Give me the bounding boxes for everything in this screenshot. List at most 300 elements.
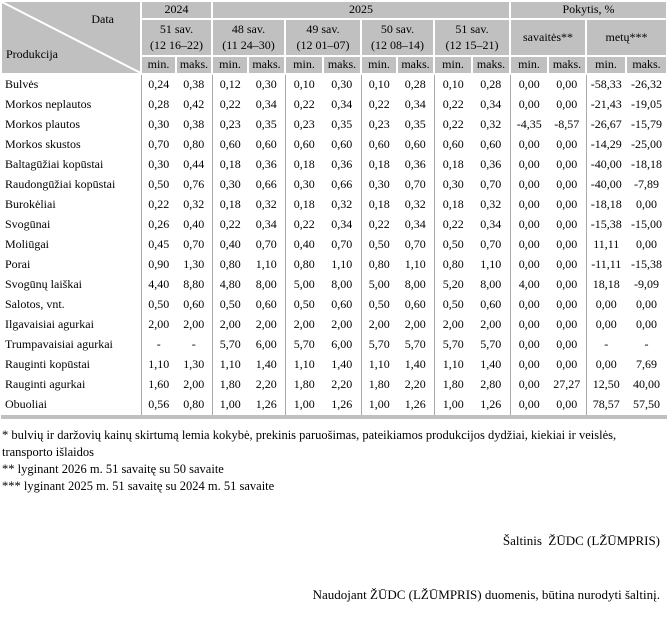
price-cell: 0,34 xyxy=(472,215,510,235)
min-header: min. xyxy=(361,56,397,74)
price-cell: 0,38 xyxy=(176,115,212,135)
price-cell: 1,10 xyxy=(248,255,285,275)
price-cell: 0,34 xyxy=(472,95,510,115)
price-cell: 2,00 xyxy=(285,315,323,335)
price-cell: 0,36 xyxy=(248,155,285,175)
corner-label-produkcija: Produkcija xyxy=(6,47,58,61)
price-cell: 0,50 xyxy=(141,295,176,315)
price-cell: 1,26 xyxy=(472,395,510,417)
price-cell: 0,40 xyxy=(176,215,212,235)
price-cell: 1,80 xyxy=(212,375,248,395)
footnotes xyxy=(2,427,642,495)
price-cell: -11,11 xyxy=(586,255,626,275)
price-cell: 0,35 xyxy=(397,115,434,135)
price-cell: 0,70 xyxy=(323,235,361,255)
price-cell: -40,00 xyxy=(586,175,626,195)
price-cell: 0,00 xyxy=(626,315,667,335)
price-cell: 1,80 xyxy=(434,375,472,395)
footnote-3: *** lyginant 2025 m. 51 savaitę su 2024 m. 51 savaite xyxy=(2,478,275,493)
price-cell: 5,70 xyxy=(285,335,323,355)
price-cell: 0,00 xyxy=(548,155,586,175)
price-cell: 0,80 xyxy=(361,255,397,275)
price-cell: 0,30 xyxy=(141,115,176,135)
price-cell: 0,00 xyxy=(510,195,548,215)
price-cell: 1,00 xyxy=(285,395,323,417)
price-cell: 0,23 xyxy=(285,115,323,135)
price-cell: 0,70 xyxy=(397,175,434,195)
price-cell: -7,89 xyxy=(626,175,667,195)
price-cell: -4,35 xyxy=(510,115,548,135)
price-cell: 1,30 xyxy=(176,355,212,375)
price-cell: 1,10 xyxy=(141,355,176,375)
price-cell: 1,26 xyxy=(323,395,361,417)
product-name: Rauginti kopūstai xyxy=(1,355,141,375)
product-name: Salotos, vnt. xyxy=(1,295,141,315)
price-cell: 0,70 xyxy=(248,235,285,255)
price-cell: 0,50 xyxy=(361,235,397,255)
price-cell: 0,50 xyxy=(285,295,323,315)
price-cell: 0,34 xyxy=(323,215,361,235)
price-cell: 0,28 xyxy=(141,95,176,115)
price-cell: 0,00 xyxy=(548,315,586,335)
price-cell: 0,00 xyxy=(510,155,548,175)
price-cell: 0,38 xyxy=(176,74,212,95)
price-cell: 0,18 xyxy=(285,195,323,215)
price-cell: 1,00 xyxy=(361,395,397,417)
table-row xyxy=(1,395,667,417)
price-cell: 8,00 xyxy=(397,275,434,295)
price-cell: 0,00 xyxy=(510,375,548,395)
change-header: Pokytis, % xyxy=(510,1,667,19)
price-cell: 7,69 xyxy=(626,355,667,375)
price-cell: 0,44 xyxy=(176,155,212,175)
table-row xyxy=(1,74,667,95)
price-cell: 1,40 xyxy=(397,355,434,375)
price-cell: 2,00 xyxy=(176,315,212,335)
product-name: Bulvės xyxy=(1,74,141,95)
maks-header: maks. xyxy=(626,56,667,74)
price-cell: -40,00 xyxy=(586,155,626,175)
price-cell: -15,00 xyxy=(626,215,667,235)
product-name: Ilgavaisiai agurkai xyxy=(1,315,141,335)
price-cell: 0,60 xyxy=(397,295,434,315)
price-cell: 1,10 xyxy=(323,255,361,275)
price-cell: 0,00 xyxy=(510,215,548,235)
price-cell: 0,22 xyxy=(212,215,248,235)
corner-cell xyxy=(1,1,141,74)
table-row xyxy=(1,95,667,115)
price-cell: 0,28 xyxy=(472,74,510,95)
price-cell: 4,00 xyxy=(510,275,548,295)
price-cell: 0,00 xyxy=(510,295,548,315)
price-cell: 6,00 xyxy=(248,335,285,355)
price-cell: 1,10 xyxy=(397,255,434,275)
price-cell: 2,00 xyxy=(323,315,361,335)
price-cell: 0,00 xyxy=(586,295,626,315)
min-header: min. xyxy=(434,56,472,74)
price-cell: -58,33 xyxy=(586,74,626,95)
price-cell: 1,80 xyxy=(361,375,397,395)
price-cell: -9,09 xyxy=(626,275,667,295)
price-cell: 0,70 xyxy=(472,175,510,195)
price-cell: 0,80 xyxy=(434,255,472,275)
price-cell: 0,00 xyxy=(548,215,586,235)
price-cell: 18,18 xyxy=(586,275,626,295)
price-cell: 0,22 xyxy=(285,95,323,115)
source-usage-note: Naudojant ŽŪDC (LŽŪMPRIS) duomenis, būtina nurodyti šaltinį. xyxy=(312,587,660,602)
price-cell: 0,00 xyxy=(510,175,548,195)
table-row xyxy=(1,275,667,295)
product-name: Morkos neplautos xyxy=(1,95,141,115)
price-cell: 0,22 xyxy=(141,195,176,215)
price-cell: 0,66 xyxy=(323,175,361,195)
source-block xyxy=(313,496,660,640)
price-cell: 0,60 xyxy=(212,135,248,155)
price-cell: 0,22 xyxy=(434,215,472,235)
table-row xyxy=(1,255,667,275)
price-cell: 0,50 xyxy=(212,295,248,315)
week-header-49: 49 sav. (12 01–07) xyxy=(285,19,361,56)
change-year-header: metų*** xyxy=(586,19,667,56)
price-cell: 0,60 xyxy=(472,135,510,155)
table-row xyxy=(1,335,667,355)
price-cell: 0,00 xyxy=(548,295,586,315)
price-cell: 0,50 xyxy=(434,295,472,315)
price-cell: 0,23 xyxy=(212,115,248,135)
price-cell: 0,22 xyxy=(434,95,472,115)
price-cell: 0,34 xyxy=(248,215,285,235)
price-cell: 0,10 xyxy=(361,74,397,95)
price-cell: -21,43 xyxy=(586,95,626,115)
price-cell: -25,00 xyxy=(626,135,667,155)
price-cell: 0,00 xyxy=(510,74,548,95)
price-cell: 0,36 xyxy=(472,155,510,175)
price-cell: 8,00 xyxy=(248,275,285,295)
price-cell: - xyxy=(176,335,212,355)
price-cell: 0,00 xyxy=(510,335,548,355)
price-cell: 0,22 xyxy=(434,115,472,135)
price-cell: 2,20 xyxy=(323,375,361,395)
price-cell: 0,30 xyxy=(212,175,248,195)
price-cell: 0,70 xyxy=(176,235,212,255)
price-cell: 0,30 xyxy=(323,74,361,95)
price-cell: -15,38 xyxy=(626,255,667,275)
price-cell: 0,40 xyxy=(212,235,248,255)
footnote-2: ** lyginant 2026 m. 51 savaitę su 50 savaite xyxy=(2,461,224,476)
price-cell: 5,70 xyxy=(212,335,248,355)
price-cell: -26,32 xyxy=(626,74,667,95)
price-cell: 0,60 xyxy=(285,135,323,155)
price-cell: 5,00 xyxy=(361,275,397,295)
price-cell: 0,90 xyxy=(141,255,176,275)
price-cell: 0,28 xyxy=(397,74,434,95)
price-cell: 1,10 xyxy=(434,355,472,375)
price-cell: 6,00 xyxy=(323,335,361,355)
price-cell: 0,45 xyxy=(141,235,176,255)
price-cell: 5,70 xyxy=(472,335,510,355)
price-cell: 0,00 xyxy=(626,295,667,315)
price-cell: 0,00 xyxy=(510,315,548,335)
price-cell: 0,30 xyxy=(248,74,285,95)
price-cell: 8,00 xyxy=(472,275,510,295)
price-cell: 5,70 xyxy=(434,335,472,355)
price-cell: 0,40 xyxy=(285,235,323,255)
price-cell: 0,18 xyxy=(212,155,248,175)
price-cell: 0,60 xyxy=(361,135,397,155)
price-cell: 0,10 xyxy=(285,74,323,95)
week-header-51-2025: 51 sav. (12 15–21) xyxy=(434,19,510,56)
table-row xyxy=(1,375,667,395)
price-cell: 1,00 xyxy=(212,395,248,417)
price-cell: 0,60 xyxy=(434,135,472,155)
price-cell: 0,00 xyxy=(510,255,548,275)
price-cell: 1,40 xyxy=(248,355,285,375)
price-cell: 0,34 xyxy=(397,215,434,235)
price-cell: 0,00 xyxy=(548,74,586,95)
table-header xyxy=(1,1,667,74)
price-cell: 0,00 xyxy=(510,235,548,255)
price-cell: 4,80 xyxy=(212,275,248,295)
price-cell: 0,00 xyxy=(548,255,586,275)
price-cell: 0,00 xyxy=(586,355,626,375)
price-cell: 0,22 xyxy=(361,95,397,115)
price-cell: 0,00 xyxy=(548,275,586,295)
price-cell: 2,80 xyxy=(472,375,510,395)
price-cell: - xyxy=(141,335,176,355)
price-cell: 0,80 xyxy=(176,395,212,417)
product-name: Baltagūžiai kopūstai xyxy=(1,155,141,175)
price-cell: -14,29 xyxy=(586,135,626,155)
price-cell: 0,32 xyxy=(248,195,285,215)
week-header-50: 50 sav. (12 08–14) xyxy=(361,19,434,56)
price-cell: 1,60 xyxy=(141,375,176,395)
price-cell: 2,00 xyxy=(212,315,248,335)
price-cell: -8,57 xyxy=(548,115,586,135)
price-cell: 0,60 xyxy=(248,295,285,315)
price-cell: 0,32 xyxy=(176,195,212,215)
price-cell: 0,23 xyxy=(361,115,397,135)
price-cell: 5,00 xyxy=(285,275,323,295)
price-cell: 0,60 xyxy=(323,295,361,315)
price-cell: 0,60 xyxy=(248,135,285,155)
table-body xyxy=(1,74,667,417)
footnote-1: * bulvių ir daržovių kainų skirtumą lemia kokybė, prekinis paruošimas, pateikiamos produkcijos dydžiai, kiekiai ir veislės, transporto išlaidos xyxy=(2,427,617,459)
price-cell: 78,57 xyxy=(586,395,626,417)
price-cell: 0,30 xyxy=(434,175,472,195)
price-cell: 0,60 xyxy=(397,135,434,155)
price-cell: 8,00 xyxy=(323,275,361,295)
table-row xyxy=(1,315,667,335)
product-name: Moliūgai xyxy=(1,235,141,255)
table-row xyxy=(1,215,667,235)
price-cell: 5,70 xyxy=(361,335,397,355)
maks-header: maks. xyxy=(248,56,285,74)
price-cell: 0,00 xyxy=(510,135,548,155)
price-cell: 0,32 xyxy=(472,115,510,135)
price-cell: 5,70 xyxy=(397,335,434,355)
price-cell: 0,00 xyxy=(626,235,667,255)
product-name: Burokėliai xyxy=(1,195,141,215)
price-cell: 0,18 xyxy=(285,155,323,175)
price-cell: 1,10 xyxy=(285,355,323,375)
price-cell: 2,00 xyxy=(434,315,472,335)
corner-label-data: Data xyxy=(91,12,114,26)
price-cell: 1,26 xyxy=(248,395,285,417)
price-cell: 0,00 xyxy=(510,395,548,417)
price-cell: 11,11 xyxy=(586,235,626,255)
price-cell: 0,32 xyxy=(397,195,434,215)
table-row xyxy=(1,295,667,315)
price-cell: 0,22 xyxy=(285,215,323,235)
year-header-2024: 2024 xyxy=(141,1,212,19)
min-header: min. xyxy=(510,56,548,74)
price-cell: 0,80 xyxy=(285,255,323,275)
table-row xyxy=(1,115,667,135)
price-cell: 0,60 xyxy=(323,135,361,155)
price-cell: 0,00 xyxy=(510,355,548,375)
price-cell: - xyxy=(626,335,667,355)
price-cell: 0,42 xyxy=(176,95,212,115)
price-cell: 12,50 xyxy=(586,375,626,395)
price-cell: -26,67 xyxy=(586,115,626,135)
price-cell: 0,30 xyxy=(141,155,176,175)
price-cell: 0,00 xyxy=(626,195,667,215)
price-cell: 0,76 xyxy=(176,175,212,195)
product-name: Trumpavaisiai agurkai xyxy=(1,335,141,355)
price-cell: 2,00 xyxy=(176,375,212,395)
table-row xyxy=(1,235,667,255)
price-cell: 0,34 xyxy=(323,95,361,115)
min-header: min. xyxy=(285,56,323,74)
price-cell: 0,66 xyxy=(248,175,285,195)
price-cell: 0,56 xyxy=(141,395,176,417)
price-cell: 0,18 xyxy=(361,155,397,175)
price-cell: 0,50 xyxy=(434,235,472,255)
min-header: min. xyxy=(586,56,626,74)
price-cell: 2,00 xyxy=(361,315,397,335)
min-header: min. xyxy=(141,56,176,74)
maks-header: maks. xyxy=(472,56,510,74)
price-cell: 40,00 xyxy=(626,375,667,395)
source-line: Šaltinis ŽŪDC (LŽŪMPRIS) xyxy=(502,533,660,548)
price-cell: 0,00 xyxy=(548,135,586,155)
price-cell: 2,00 xyxy=(141,315,176,335)
price-cell: 2,20 xyxy=(397,375,434,395)
year-header-2025: 2025 xyxy=(212,1,510,19)
price-cell: 0,00 xyxy=(548,355,586,375)
table-row xyxy=(1,175,667,195)
price-cell: 0,34 xyxy=(248,95,285,115)
price-cell: 0,80 xyxy=(176,135,212,155)
table-row xyxy=(1,135,667,155)
price-cell: 0,70 xyxy=(141,135,176,155)
price-cell: 0,22 xyxy=(361,215,397,235)
price-cell: 0,18 xyxy=(434,155,472,175)
price-cell: 0,36 xyxy=(323,155,361,175)
price-cell: 8,80 xyxy=(176,275,212,295)
price-cell: 0,00 xyxy=(586,315,626,335)
price-cell: 0,70 xyxy=(397,235,434,255)
price-cell: 1,40 xyxy=(472,355,510,375)
price-cell: 1,10 xyxy=(361,355,397,375)
price-cell: 0,22 xyxy=(212,95,248,115)
price-cell: 27,27 xyxy=(548,375,586,395)
maks-header: maks. xyxy=(323,56,361,74)
price-cell: 0,60 xyxy=(176,295,212,315)
product-name: Raudongūžiai kopūstai xyxy=(1,175,141,195)
price-cell: 0,12 xyxy=(212,74,248,95)
price-cell: -19,05 xyxy=(626,95,667,115)
price-cell: 0,50 xyxy=(141,175,176,195)
price-cell: 1,80 xyxy=(285,375,323,395)
price-cell: 2,00 xyxy=(472,315,510,335)
price-cell: 2,20 xyxy=(248,375,285,395)
price-cell: -15,38 xyxy=(586,215,626,235)
price-cell: 0,36 xyxy=(397,155,434,175)
price-cell: 4,40 xyxy=(141,275,176,295)
product-name: Morkos skustos xyxy=(1,135,141,155)
product-name: Svogūnai xyxy=(1,215,141,235)
product-name: Svogūnų laiškai xyxy=(1,275,141,295)
price-cell: 1,10 xyxy=(472,255,510,275)
price-cell: 1,26 xyxy=(397,395,434,417)
price-cell: 0,32 xyxy=(323,195,361,215)
price-cell: 2,00 xyxy=(248,315,285,335)
change-week-header: savaitės** xyxy=(510,19,586,56)
price-cell: 1,00 xyxy=(434,395,472,417)
price-cell: 0,00 xyxy=(548,175,586,195)
price-cell: - xyxy=(586,335,626,355)
min-header: min. xyxy=(212,56,248,74)
price-cell: 0,24 xyxy=(141,74,176,95)
price-cell: 0,50 xyxy=(361,295,397,315)
table-row xyxy=(1,155,667,175)
price-cell: 0,00 xyxy=(548,395,586,417)
price-cell: 2,00 xyxy=(397,315,434,335)
week-header-48: 48 sav. (11 24–30) xyxy=(212,19,285,56)
price-cell: 0,00 xyxy=(548,195,586,215)
price-cell: -18,18 xyxy=(586,195,626,215)
product-name: Morkos plautos xyxy=(1,115,141,135)
price-cell: 5,20 xyxy=(434,275,472,295)
price-cell: -15,79 xyxy=(626,115,667,135)
price-cell: -18,18 xyxy=(626,155,667,175)
price-cell: 1,10 xyxy=(212,355,248,375)
price-cell: 0,34 xyxy=(397,95,434,115)
price-cell: 0,00 xyxy=(510,95,548,115)
price-cell: 0,18 xyxy=(434,195,472,215)
price-cell: 0,00 xyxy=(548,95,586,115)
price-cell: 1,40 xyxy=(323,355,361,375)
price-cell: 0,80 xyxy=(212,255,248,275)
product-name: Porai xyxy=(1,255,141,275)
maks-header: maks. xyxy=(548,56,586,74)
week-header-51-2024: 51 sav. (12 16–22) xyxy=(141,19,212,56)
table-row xyxy=(1,195,667,215)
price-cell: 0,35 xyxy=(323,115,361,135)
maks-header: maks. xyxy=(176,56,212,74)
price-cell: 0,32 xyxy=(472,195,510,215)
table-row xyxy=(1,355,667,375)
price-cell: 0,30 xyxy=(361,175,397,195)
price-cell: 0,26 xyxy=(141,215,176,235)
price-cell: 0,35 xyxy=(248,115,285,135)
price-cell: 0,30 xyxy=(285,175,323,195)
price-cell: 0,10 xyxy=(434,74,472,95)
price-cell: 0,00 xyxy=(548,335,586,355)
price-cell: 0,18 xyxy=(212,195,248,215)
price-cell: 0,00 xyxy=(548,235,586,255)
